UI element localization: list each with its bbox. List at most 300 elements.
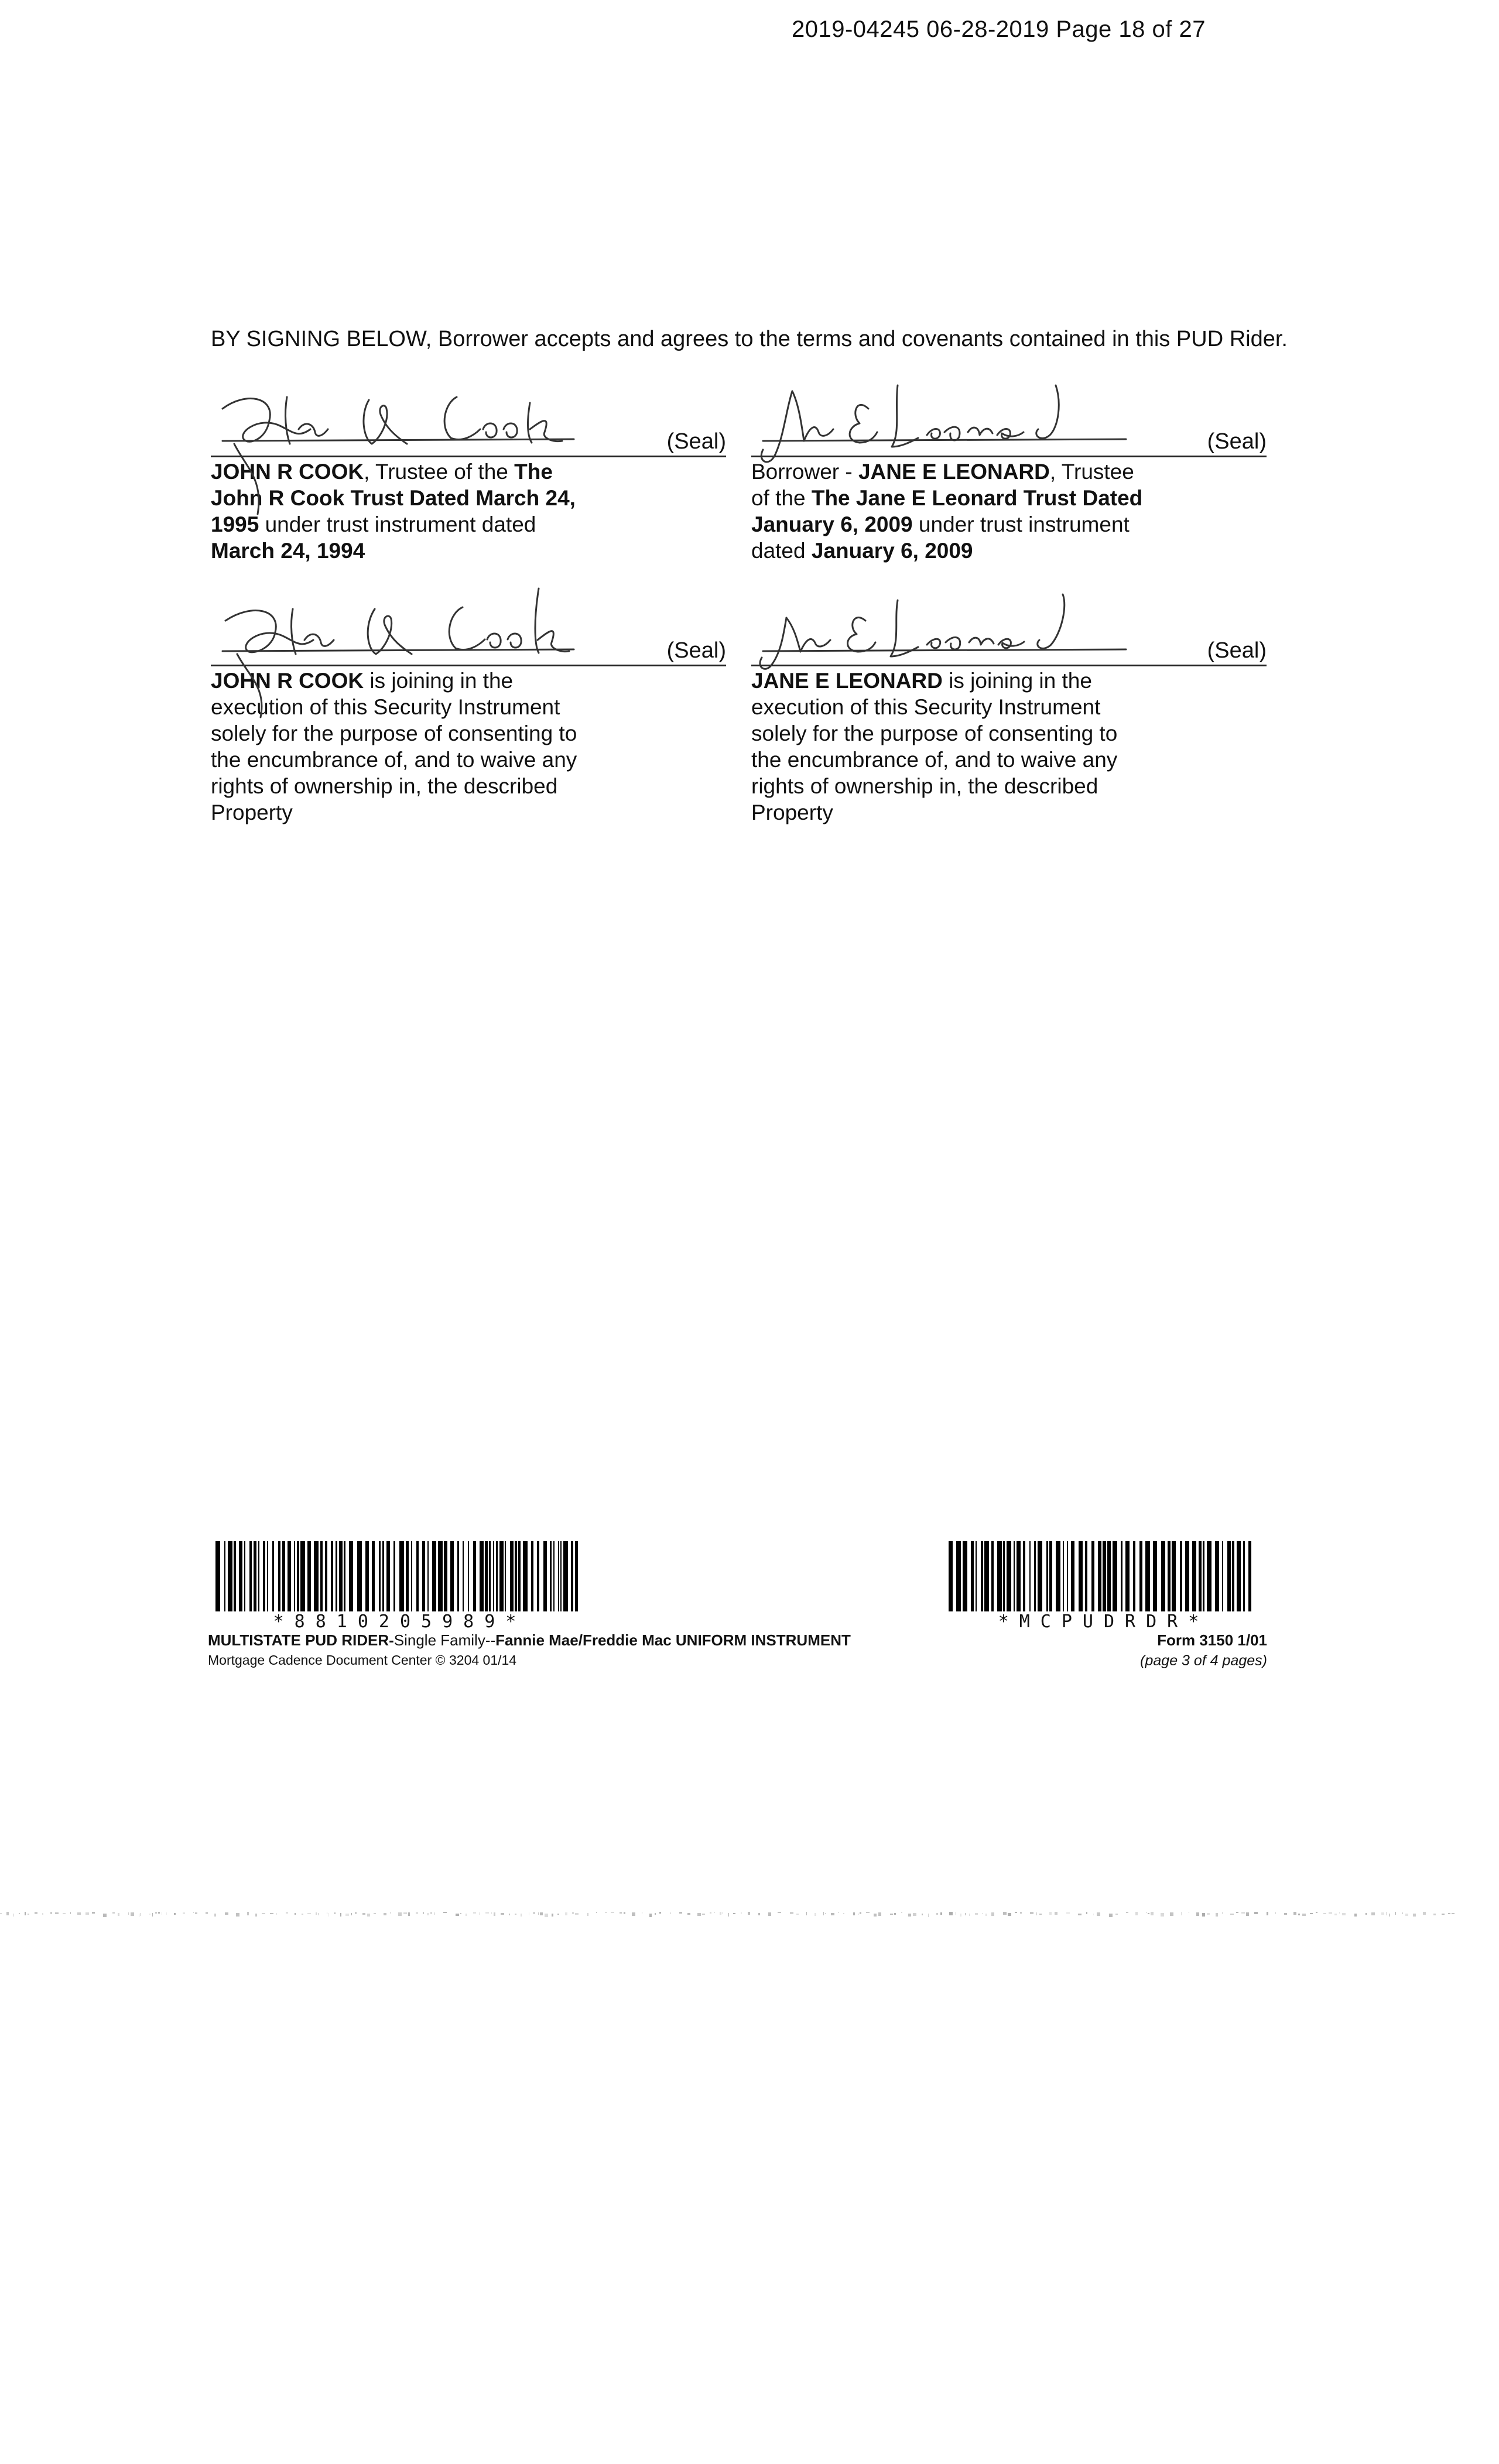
scan-speck bbox=[427, 1913, 429, 1915]
barcode-bar bbox=[234, 1541, 236, 1611]
scan-speck bbox=[1049, 1912, 1052, 1915]
barcode-bar bbox=[571, 1541, 573, 1611]
barcode-bar bbox=[558, 1541, 559, 1611]
scan-speck bbox=[1151, 1912, 1154, 1915]
scan-speck bbox=[1196, 1912, 1199, 1916]
scan-speck bbox=[940, 1912, 942, 1915]
barcode-bar bbox=[267, 1541, 268, 1611]
barcode-bar bbox=[406, 1541, 409, 1611]
scan-speck bbox=[55, 1912, 59, 1914]
scan-speck bbox=[1293, 1912, 1296, 1915]
scan-speck bbox=[1078, 1914, 1082, 1915]
scan-speck bbox=[19, 1913, 20, 1914]
barcode-bar bbox=[1034, 1541, 1036, 1611]
signature-line bbox=[751, 600, 1267, 666]
scan-speck bbox=[965, 1913, 966, 1915]
barcode-bar bbox=[523, 1541, 528, 1611]
scan-speck bbox=[1109, 1914, 1113, 1917]
scan-speck bbox=[710, 1912, 711, 1914]
scan-speck bbox=[430, 1912, 432, 1914]
scan-speck bbox=[1015, 1912, 1017, 1913]
scan-speck bbox=[659, 1912, 661, 1914]
barcode-bar bbox=[1107, 1541, 1111, 1611]
scan-speck bbox=[655, 1913, 656, 1915]
scan-speck bbox=[152, 1913, 153, 1917]
barcode-bar bbox=[981, 1541, 983, 1611]
scan-speck bbox=[605, 1912, 607, 1913]
scan-speck bbox=[1423, 1912, 1426, 1915]
barcode-left-text: *8810205989* bbox=[273, 1611, 527, 1632]
barcode-bar bbox=[1145, 1541, 1150, 1611]
scan-speck bbox=[255, 1914, 257, 1917]
scan-speck bbox=[557, 1914, 559, 1915]
scan-speck bbox=[1275, 1912, 1276, 1914]
document-header: 2019-04245 06-28-2019 Page 18 of 27 bbox=[792, 16, 1206, 42]
scan-speck bbox=[969, 1914, 970, 1916]
scan-speck bbox=[131, 1912, 134, 1916]
scan-speck bbox=[901, 1912, 902, 1913]
barcode-bar bbox=[1007, 1541, 1011, 1611]
barcode-bar bbox=[1079, 1541, 1083, 1611]
barcode-bar bbox=[331, 1541, 333, 1611]
scan-speck bbox=[533, 1912, 535, 1914]
scan-speck bbox=[1086, 1912, 1087, 1914]
barcode-bar bbox=[1113, 1541, 1117, 1611]
scan-speck bbox=[25, 1912, 26, 1915]
barcode-bar bbox=[553, 1541, 555, 1611]
handwritten-signature-john bbox=[211, 374, 586, 473]
barcode-bar bbox=[468, 1541, 469, 1611]
barcode-bar bbox=[1222, 1541, 1223, 1611]
scan-speck bbox=[345, 1914, 349, 1916]
handwritten-signature-jane bbox=[751, 583, 1126, 682]
scan-speck bbox=[1236, 1912, 1238, 1913]
scan-speck bbox=[6, 1912, 9, 1915]
scan-speck bbox=[1216, 1913, 1218, 1917]
scan-speck bbox=[878, 1912, 881, 1916]
barcode-bar bbox=[1185, 1541, 1189, 1611]
barcode-bar bbox=[249, 1541, 252, 1611]
scan-speck bbox=[501, 1913, 504, 1915]
scan-speck bbox=[485, 1912, 489, 1914]
scan-speck bbox=[1284, 1913, 1287, 1915]
barcode-bar bbox=[518, 1541, 521, 1611]
scan-speck bbox=[1365, 1913, 1367, 1915]
scan-speck bbox=[302, 1914, 303, 1915]
barcode-right-block bbox=[949, 1541, 1259, 1632]
scan-speck bbox=[63, 1913, 66, 1914]
scan-speck bbox=[1302, 1914, 1306, 1916]
barcode-bar bbox=[1215, 1541, 1219, 1611]
scan-speck bbox=[741, 1912, 742, 1914]
scan-speck bbox=[1381, 1912, 1384, 1915]
scan-speck bbox=[149, 1914, 150, 1915]
scan-speck bbox=[1093, 1914, 1094, 1915]
barcode-bar bbox=[300, 1541, 305, 1611]
barcode-bar bbox=[1125, 1541, 1130, 1611]
signature-block-jane-trustee bbox=[751, 391, 1267, 564]
scan-speck bbox=[796, 1914, 799, 1915]
scan-speck bbox=[982, 1913, 983, 1914]
scan-speck bbox=[714, 1912, 715, 1913]
scan-speck bbox=[1003, 1912, 1007, 1915]
signer-description: JOHN R COOK, Trustee of the The John R Cook Trust Dated March 24, 1995 under trust instrument dated March 24, 1994 bbox=[211, 460, 576, 563]
signature-line bbox=[751, 391, 1267, 457]
barcode-bar bbox=[215, 1541, 220, 1611]
barcode-bar bbox=[1003, 1541, 1005, 1611]
scan-speck bbox=[398, 1912, 402, 1916]
scan-speck bbox=[575, 1913, 579, 1915]
scan-speck bbox=[183, 1912, 185, 1914]
barcode-bar bbox=[320, 1541, 323, 1611]
scan-speck bbox=[247, 1912, 249, 1915]
scan-speck bbox=[50, 1912, 52, 1914]
signature-block-jane-joining bbox=[751, 600, 1267, 826]
barcode-bar bbox=[224, 1541, 225, 1611]
scan-speck bbox=[991, 1912, 994, 1916]
barcode-bar bbox=[432, 1541, 436, 1611]
scan-speck bbox=[1254, 1912, 1258, 1914]
barcode-bar bbox=[550, 1541, 552, 1611]
barcode-bar bbox=[499, 1541, 504, 1611]
barcode-bar bbox=[1103, 1541, 1106, 1611]
scan-speck bbox=[1222, 1912, 1223, 1914]
signer-description: JOHN R COOK is joining in the execution of this Security Instrument solely for the purpose of consenting to the encumbrance of, and to waive any rights of ownership in, the described Property bbox=[211, 669, 577, 824]
scan-speck bbox=[403, 1912, 407, 1914]
barcode-bar bbox=[463, 1541, 464, 1611]
barcode-bar bbox=[997, 1541, 1002, 1611]
scan-speck bbox=[823, 1912, 824, 1915]
scan-speck bbox=[894, 1913, 896, 1915]
scan-speck bbox=[540, 1912, 543, 1915]
barcode-bar bbox=[1085, 1541, 1087, 1611]
scan-speck bbox=[174, 1913, 176, 1915]
scan-speck bbox=[572, 1912, 574, 1914]
scan-speck bbox=[1202, 1913, 1205, 1917]
scan-speck bbox=[118, 1913, 119, 1916]
scan-speck bbox=[928, 1914, 929, 1917]
scan-speck bbox=[890, 1914, 893, 1915]
scan-artifact-line bbox=[0, 1910, 1499, 1918]
scan-speck bbox=[509, 1914, 510, 1915]
scan-speck bbox=[1170, 1912, 1173, 1916]
scan-speck bbox=[838, 1912, 839, 1913]
scan-speck bbox=[596, 1912, 597, 1913]
scan-speck bbox=[77, 1912, 81, 1915]
scan-speck bbox=[814, 1913, 816, 1916]
scan-speck bbox=[521, 1914, 522, 1917]
scan-speck bbox=[195, 1912, 197, 1914]
barcode-bar bbox=[365, 1541, 369, 1611]
footer-form-number: Form 3150 1/01 bbox=[1157, 1631, 1267, 1649]
scan-speck bbox=[1310, 1913, 1313, 1914]
scan-speck bbox=[1342, 1913, 1346, 1915]
barcode-bar bbox=[1014, 1541, 1015, 1611]
barcode-bar bbox=[427, 1541, 429, 1611]
scan-speck bbox=[860, 1912, 861, 1914]
barcode-bar bbox=[1172, 1541, 1176, 1611]
scan-speck bbox=[0, 1913, 2, 1914]
intro-paragraph: BY SIGNING BELOW, Borrower accepts and agrees to the terms and covenants contained in this PUD Rider. bbox=[211, 327, 1288, 351]
scan-speck bbox=[1267, 1912, 1268, 1915]
barcode-bar bbox=[386, 1541, 390, 1611]
scan-speck bbox=[545, 1914, 548, 1917]
barcode-bar bbox=[575, 1541, 578, 1611]
scan-speck bbox=[1354, 1914, 1357, 1917]
scan-speck bbox=[1181, 1912, 1182, 1915]
scan-speck bbox=[913, 1913, 916, 1916]
barcode-bar bbox=[444, 1541, 447, 1611]
barcode-bar bbox=[531, 1541, 533, 1611]
barcode-bar bbox=[278, 1541, 280, 1611]
signature-line bbox=[211, 600, 726, 666]
scan-speck bbox=[1371, 1912, 1375, 1915]
scan-speck bbox=[35, 1912, 37, 1914]
barcode-bar bbox=[339, 1541, 343, 1611]
scan-speck bbox=[649, 1914, 652, 1917]
scan-speck bbox=[374, 1913, 376, 1914]
scan-speck bbox=[276, 1913, 277, 1915]
signer-name: JANE E LEONARD bbox=[751, 669, 943, 693]
scan-speck bbox=[1298, 1914, 1300, 1915]
barcode-bar bbox=[1232, 1541, 1234, 1611]
signer-name: JOHN R COOK bbox=[211, 669, 364, 693]
scan-speck bbox=[587, 1913, 588, 1916]
scan-speck bbox=[1241, 1912, 1245, 1914]
barcode-bar bbox=[956, 1541, 961, 1611]
signature-block-john-joining bbox=[211, 600, 726, 826]
barcode-left bbox=[215, 1541, 584, 1611]
barcode-bar bbox=[438, 1541, 443, 1611]
scan-speck bbox=[1316, 1912, 1317, 1913]
barcode-bar bbox=[473, 1541, 476, 1611]
signer-description: Borrower - JANE E LEONARD, Trustee of the The Jane E Leonard Trust Dated January 6, 2009 under trust instrument dated January 6, 2009 bbox=[751, 460, 1143, 563]
scan-speck bbox=[155, 1912, 157, 1914]
barcode-bar bbox=[480, 1541, 484, 1611]
scan-speck bbox=[466, 1914, 467, 1916]
barcode-bar bbox=[314, 1541, 319, 1611]
scan-speck bbox=[443, 1912, 447, 1913]
barcode-bar bbox=[244, 1541, 245, 1611]
scan-speck bbox=[1146, 1912, 1147, 1913]
scan-speck bbox=[262, 1913, 265, 1914]
barcode-bar bbox=[272, 1541, 274, 1611]
scan-speck bbox=[362, 1913, 365, 1915]
scan-speck bbox=[825, 1913, 826, 1914]
barcode-right-text: *MCPUDRDR* bbox=[998, 1611, 1210, 1632]
scan-speck bbox=[85, 1912, 89, 1915]
scan-speck bbox=[831, 1913, 834, 1915]
barcode-bar bbox=[282, 1541, 285, 1611]
scan-speck bbox=[1148, 1913, 1149, 1914]
signature-block-john-trustee bbox=[211, 391, 726, 564]
scan-speck bbox=[922, 1914, 923, 1915]
scan-speck bbox=[806, 1912, 807, 1915]
scan-speck bbox=[112, 1912, 115, 1914]
barcode-bar bbox=[1071, 1541, 1074, 1611]
scan-speck bbox=[624, 1912, 625, 1914]
scan-speck bbox=[1442, 1914, 1445, 1915]
scan-speck bbox=[679, 1912, 682, 1914]
scan-speck bbox=[1323, 1913, 1326, 1914]
barcode-bar bbox=[563, 1541, 568, 1611]
barcode-bar bbox=[493, 1541, 494, 1611]
scan-speck bbox=[985, 1914, 987, 1916]
scan-speck bbox=[316, 1912, 317, 1915]
scan-speck bbox=[158, 1912, 160, 1914]
scan-speck bbox=[1066, 1912, 1070, 1914]
scan-speck bbox=[778, 1912, 781, 1913]
barcode-bar bbox=[949, 1541, 953, 1611]
trust-name: The Jane E Leonard Trust Dated January 6, 2009 bbox=[751, 486, 1143, 536]
barcode-bar bbox=[560, 1541, 562, 1611]
scan-speck bbox=[538, 1912, 539, 1915]
scan-speck bbox=[384, 1913, 386, 1915]
barcode-bar bbox=[1139, 1541, 1142, 1611]
scan-speck bbox=[1413, 1914, 1416, 1917]
barcode-bar bbox=[1038, 1541, 1042, 1611]
scan-speck bbox=[687, 1913, 690, 1915]
barcode-bar bbox=[239, 1541, 242, 1611]
scan-speck bbox=[1039, 1914, 1042, 1915]
barcode-bar bbox=[1049, 1541, 1052, 1611]
signer-description: JANE E LEONARD is joining in the execution of this Security Instrument solely for the purpose of consenting to the encumbrance of, and to waive any rights of ownership in, the described Property bbox=[751, 669, 1118, 824]
scan-speck bbox=[960, 1914, 961, 1917]
handwritten-signature-john bbox=[211, 583, 586, 682]
scan-speck bbox=[206, 1912, 208, 1914]
scan-speck bbox=[1246, 1912, 1249, 1916]
scan-speck bbox=[1207, 1913, 1210, 1915]
scan-speck bbox=[1433, 1914, 1436, 1915]
barcode-bar bbox=[393, 1541, 395, 1611]
scan-speck bbox=[748, 1912, 750, 1915]
barcode-bar bbox=[1063, 1541, 1064, 1611]
barcode-bar bbox=[325, 1541, 327, 1611]
scan-speck bbox=[1008, 1913, 1011, 1916]
scan-speck bbox=[351, 1913, 352, 1915]
scan-speck bbox=[955, 1912, 956, 1915]
scan-speck bbox=[1329, 1912, 1332, 1914]
scan-speck bbox=[408, 1912, 410, 1916]
barcode-bar bbox=[1199, 1541, 1202, 1611]
scan-speck bbox=[1230, 1914, 1234, 1915]
scan-speck bbox=[367, 1914, 370, 1917]
barcode-bar bbox=[543, 1541, 547, 1611]
scan-speck bbox=[128, 1912, 129, 1915]
barcode-bar bbox=[991, 1541, 994, 1611]
barcode-bar bbox=[1056, 1541, 1060, 1611]
signer-name: JOHN R COOK bbox=[211, 460, 364, 484]
scan-speck bbox=[423, 1912, 424, 1914]
scan-speck bbox=[768, 1912, 771, 1916]
barcode-bar bbox=[489, 1541, 491, 1611]
scan-speck bbox=[720, 1912, 721, 1915]
barcode-bar bbox=[336, 1541, 337, 1611]
barcode-bar bbox=[254, 1541, 256, 1611]
scan-speck bbox=[270, 1913, 273, 1914]
scan-speck bbox=[42, 1913, 43, 1915]
scan-speck bbox=[13, 1914, 14, 1917]
barcode-bar bbox=[228, 1541, 232, 1611]
scan-speck bbox=[1452, 1913, 1454, 1914]
scan-speck bbox=[103, 1914, 107, 1917]
scan-speck bbox=[318, 1913, 319, 1915]
barcode-bar bbox=[344, 1541, 345, 1611]
signature-line bbox=[211, 391, 726, 457]
scan-speck bbox=[1020, 1912, 1022, 1914]
barcode-bar bbox=[416, 1541, 419, 1611]
scan-speck bbox=[166, 1912, 167, 1915]
scan-speck bbox=[1126, 1912, 1128, 1913]
barcode-bar bbox=[357, 1541, 362, 1611]
barcode-bar bbox=[297, 1541, 299, 1611]
barcode-bar bbox=[1029, 1541, 1031, 1611]
scan-speck bbox=[286, 1912, 288, 1914]
scan-speck bbox=[416, 1912, 418, 1914]
scan-speck bbox=[936, 1913, 938, 1915]
barcode-bar bbox=[379, 1541, 381, 1611]
scan-speck bbox=[552, 1914, 553, 1917]
seal-label: (Seal) bbox=[666, 429, 726, 454]
scan-speck bbox=[1405, 1914, 1408, 1916]
barcode-bar bbox=[349, 1541, 353, 1611]
scan-speck bbox=[1395, 1912, 1396, 1915]
barcode-bar bbox=[1248, 1541, 1251, 1611]
scan-speck bbox=[843, 1913, 844, 1914]
scan-speck bbox=[1135, 1912, 1138, 1915]
barcode-right bbox=[949, 1541, 1259, 1611]
scan-speck bbox=[702, 1914, 705, 1915]
scan-speck bbox=[853, 1912, 855, 1915]
scan-speck bbox=[515, 1914, 516, 1915]
barcode-bar bbox=[971, 1541, 974, 1611]
barcode-bar bbox=[1133, 1541, 1135, 1611]
scan-speck bbox=[1386, 1912, 1387, 1915]
scan-speck bbox=[307, 1913, 311, 1914]
barcode-bar bbox=[1243, 1541, 1245, 1611]
barcode-bar bbox=[1067, 1541, 1068, 1611]
scan-speck bbox=[790, 1912, 793, 1914]
scan-speck bbox=[1402, 1912, 1403, 1914]
barcode-bar bbox=[1192, 1541, 1196, 1611]
seal-label: (Seal) bbox=[666, 638, 726, 663]
barcode-bar bbox=[411, 1541, 412, 1611]
footer-page-count: (page 3 of 4 pages) bbox=[1140, 1652, 1267, 1669]
barcode-bar bbox=[505, 1541, 506, 1611]
barcode-bar bbox=[382, 1541, 384, 1611]
scan-speck bbox=[874, 1914, 877, 1917]
barcode-bar bbox=[399, 1541, 404, 1611]
scan-speck bbox=[1097, 1912, 1100, 1916]
footer-form-title: MULTISTATE PUD RIDER-Single Family--Fannie Mae/Freddie Mac UNIFORM INSTRUMENT bbox=[208, 1631, 851, 1649]
scan-speck bbox=[225, 1912, 228, 1915]
scan-speck bbox=[1115, 1914, 1118, 1915]
barcode-bar bbox=[1227, 1541, 1231, 1611]
scan-speck bbox=[460, 1913, 461, 1914]
barcode-bar bbox=[1091, 1541, 1094, 1611]
scan-speck bbox=[1161, 1913, 1164, 1917]
barcode-bar bbox=[307, 1541, 311, 1611]
footer-document-center: Mortgage Cadence Document Center © 3204 01/14 bbox=[208, 1652, 517, 1668]
scan-speck bbox=[70, 1912, 71, 1914]
barcode-bar bbox=[485, 1541, 488, 1611]
scan-speck bbox=[28, 1914, 29, 1915]
barcode-bar bbox=[496, 1541, 498, 1611]
seal-label: (Seal) bbox=[1207, 638, 1267, 663]
barcode-bar bbox=[976, 1541, 977, 1611]
barcode-bar bbox=[1161, 1541, 1165, 1611]
barcode-bar bbox=[1017, 1541, 1021, 1611]
